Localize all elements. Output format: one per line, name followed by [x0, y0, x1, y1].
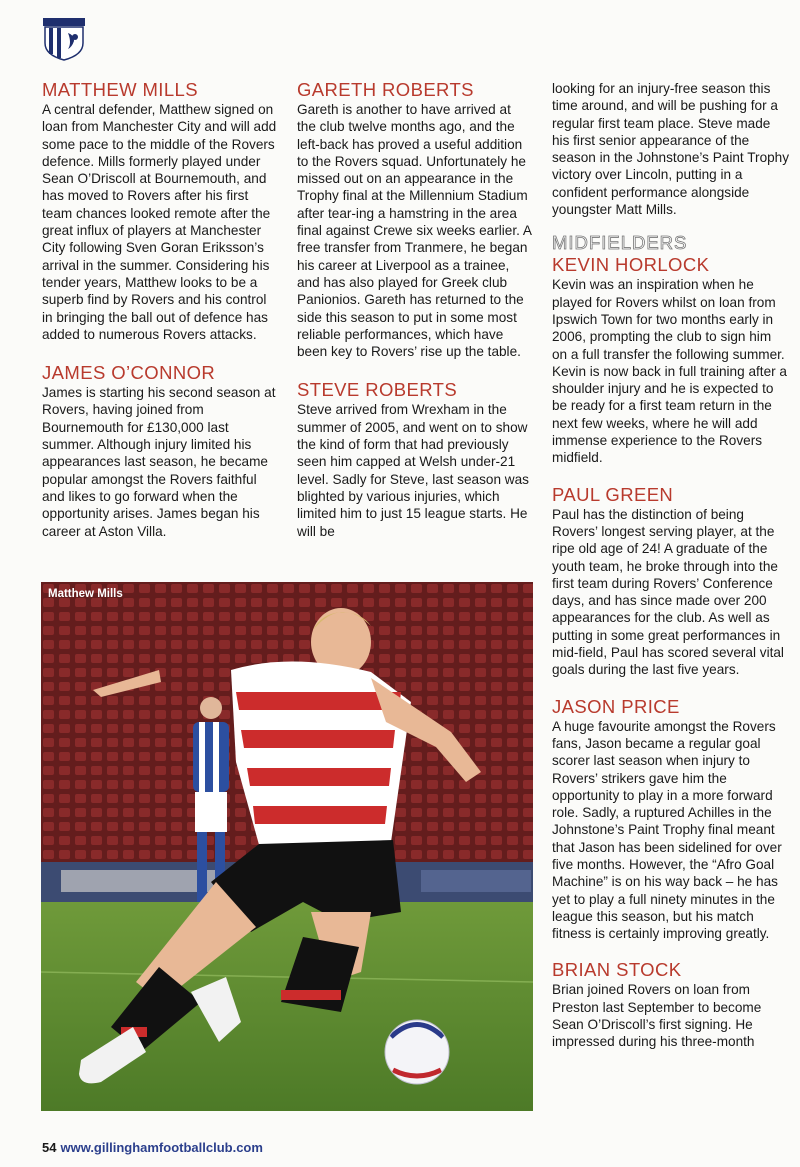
continued-text: looking for an injury-free season this time around, and will be pushing for a regular first team place. Steve made his first senior appearance of the season in the Johnstone’s Paint Trophy victory over Lincoln, putting in a confident performance alongside youngster Matt Mills.	[552, 81, 790, 218]
player-heading: BRIAN STOCK	[552, 959, 682, 981]
player-heading: KEVIN HORLOCK	[552, 254, 710, 276]
player-heading: PAUL GREEN	[552, 483, 674, 505]
page-footer	[42, 1140, 263, 1155]
player-photo	[41, 582, 533, 1111]
player-bio: A huge favourite amongst the Rovers fans, Jason became a regular goal scorer last season when injury to Rovers’ strikers gave him the opportunity to play in a more forward role. Sadly, a ruptured Achilles in the Johnstone’s Paint Trophy final meant that Jason has been sidelined for over five months. However, the “Afro Goal Machine” is on his way back – he has yet to play a full ninety minutes in the league this season, but his match fitness is certainly improving greatly.	[552, 718, 782, 942]
player-bio: Steve arrived from Wrexham in the summer of 2005, and went on to show the kind of form that had previously seen him capped at Welsh under-21 level. Sadly for Steve, last season was blighted by various injuries, which limited him to just 15 league starts. He will be	[297, 402, 529, 539]
gillingham-fc-crest-icon	[42, 17, 86, 61]
article-brian-stock	[552, 959, 790, 1050]
player-heading: STEVE ROBERTS	[297, 379, 458, 401]
page-number: 54	[42, 1140, 57, 1155]
section-label-midfielders: MIDFIELDERS	[552, 232, 688, 254]
article-james-oconnor	[42, 362, 278, 540]
player-heading: JAMES O’CONNOR	[42, 362, 216, 384]
player-bio: Paul has the distinction of being Rovers’ longest serving player, at the ripe old age of 24! A graduate of the youth team, he broke through into the first team during Rovers’ Conference days, and has since made over 200 appearances for the club. As well as putting in some great performances in mid-field, Paul has scored several vital goals during the last five years.	[552, 506, 784, 678]
article-kevin-horlock	[552, 254, 790, 466]
column-3	[552, 80, 790, 1051]
player-heading: JASON PRICE	[552, 695, 680, 717]
player-bio: James is starting his second season at Rovers, having joined from Bournemouth for £130,000 last summer. Although injury limited his appearances last season, he became popular amongst the Rovers faithful and likes to go forward when the opportunity arises. James began his career at Aston Villa.	[42, 385, 276, 539]
player-heading: GARETH ROBERTS	[297, 79, 474, 100]
column-2	[297, 79, 532, 540]
article-matthew-mills	[42, 79, 278, 343]
photo-caption: Matthew Mills	[48, 588, 123, 600]
photo-illustration	[41, 582, 533, 1111]
article-steve-roberts	[297, 379, 532, 539]
player-bio: Gareth is another to have arrived at the club twelve months ago, and the left-back has proved a useful addition to the Rovers squad. Unfortunately he missed out on an appearance in the Trophy final at the Millennium Stadium after tear-ing a hamstring in the area final against Crewe six weeks earlier. A free transfer from Tranmere, he began his career at Liverpool as a trainee, and has also played for Greek club Panionios. Gareth has returned to the side this season to put in some most reliable performances, which have been key to Rovers’ rise up the table.	[297, 102, 532, 360]
player-bio: A central defender, Matthew signed on loan from Manchester City and will add some pace to the middle of the Rovers defence. Mills formerly played under Sean O’Driscoll at Bournemouth, and has moved to Rovers after his first team chances looked remote after the great influx of players at Manchester City following Sven Goran Eriksson’s arrival in the summer. Considering his tender years, Matthew looks to be a superb find by Rovers and his control in bringing the ball out of defence has added to numerous Rovers attacks.	[42, 102, 277, 342]
article-paul-green	[552, 484, 790, 679]
football-icon	[385, 1020, 449, 1084]
club-website-link[interactable]: www.gillinghamfootballclub.com	[60, 1140, 263, 1155]
player-bio: Brian joined Rovers on loan from Preston last September to become Sean O’Driscoll’s first signing. He impressed during his three-month	[552, 982, 762, 1050]
player-heading: MATTHEW MILLS	[42, 79, 198, 100]
article-gareth-roberts	[297, 79, 532, 360]
player-bio: Kevin was an inspiration when he played for Rovers whilst on loan from Ipswich Town for two months early in 2006, prompting the club to sign him on a full transfer the following summer. Kevin is now back in full training after a shoulder injury and he is expected to be ready for a first team return in the next few weeks, where he will add immense experience to the Rovers midfield.	[552, 277, 787, 466]
article-jason-price	[552, 696, 790, 943]
column-1	[42, 79, 278, 540]
